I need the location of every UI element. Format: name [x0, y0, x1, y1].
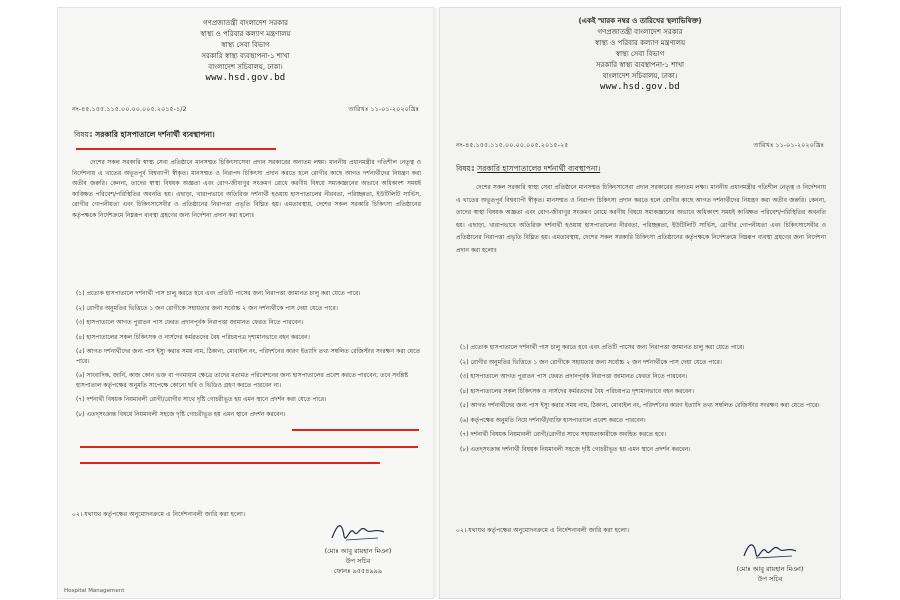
list-item: (৮) এতদ্‌সংক্রান্ত দর্শনার্থী বিষয়ক নিয়মাবলী সহজে দৃষ্টি গোচরীভূত হয় এমন স্থানে প্রদর্শন করবেন।	[460, 445, 691, 453]
list-item: (৩) হাসপাতালে আগত পুরাতন পাস ফেরত প্রদানপূর্বক নিরাপত্তা জামানত ফেরত নিতে পারবেন।	[460, 373, 688, 380]
list-item: (৮) এতদ্‌সংক্রান্ত বিষয়ে নিয়মাবলী সহজে দৃষ্টি গোচরীভূত হয় এমন স্থানে প্রদর্শন করবেন।	[76, 410, 286, 418]
list-item: (২) রোগীর অনুমতির ভিত্তিতে ১ জন রোগীকে সহায়তার জন্য সর্বোচ্চ ২ জন দর্শনার্থীকে পাস দেয়া যেতে পারে।	[460, 358, 722, 366]
header-line-1: গণপ্রজাতন্ত্রী বাংলাদেশ সরকার	[203, 19, 288, 27]
footer-note: Hospital Management	[64, 588, 125, 594]
directive-list	[72, 284, 421, 496]
list-item: (৬) কর্তৃপক্ষের অনুমতি নিয়ে দর্শনার্থী/ব্যক্তি হাসপাতালে প্রবেশ করতে পারবেন।	[460, 416, 646, 424]
header-line-5: বাংলাদেশ সচিবালয়, ঢাকা।	[602, 72, 678, 80]
list-item: (৭) দর্শনার্থী বিষয়ক নিয়মাবলী রোগী/রোগীর সাথে দৃষ্টি গোচরীভূত হয় এমন স্থানে প্রদর্শন করা যেতে পারে।	[76, 396, 327, 403]
subject-line	[456, 164, 600, 176]
list-item: (৪) হাসপাতালের সকল চিকিৎসক ও নার্সদের কর্মরতদের বৈধ পরিচয়পত্র দৃশ্যমানভাবে বহন করবেন।	[460, 387, 694, 395]
letterhead	[58, 18, 433, 84]
highlight-underline-3	[80, 462, 380, 464]
memo-number: নং-৪৫.১৫৫.১১৫.০০.০০.০০৫.২০১৫-২৫	[456, 141, 569, 149]
website-url: www.hsd.gov.bd	[599, 82, 681, 92]
header-line-4: সরকারি স্বাস্থ্য ব্যবস্থাপনা-১ শাখা	[595, 61, 685, 69]
revised-circular-page	[440, 8, 840, 598]
signature-block	[710, 538, 830, 584]
signature-icon	[710, 538, 830, 564]
header-line-4: সরকারি স্বাস্থ্য ব্যবস্থাপনা-১ শাখা	[201, 52, 290, 60]
signer-title: উপ সচিব	[757, 575, 783, 583]
subject-line	[74, 130, 215, 142]
subject-text: সরকারি হাসপাতালে দর্শনার্থী ব্যবস্থাপনা।	[95, 130, 215, 139]
body-paragraph: দেশের সকল সরকারি স্বাস্থ্য সেবা প্রতিষ্ঠানে মানসম্মত চিকিৎসাসেবা প্রদান সরকারের অন্যতম লক্ষ্য। মাননীয় প্রধানমন্ত্রীর গতিশীল নেতৃত্ব ও নির্দেশনায় এ খাতের অভূতপূর্ব বিশ্বব্যাপী স্বীকৃত। মানসম্মত ও নিরাপদ চিকিৎসা প্রদান করতে হলে রোগীর কাছে আগত দর্শনার্থীদের নিয়ন্ত্রণ করা অতীব জরুরি। কেননা, তাদের স্বাস্থ্য বিষয়ক অজ্ঞতা এবং রোগ-জীবাণুর সংক্রমণ রোধে করণীয় বিষয়ে সম্যকজ্ঞানের অভাবে অধিকাংশ সময়ই কাঙ্ক্ষিত পরিবেশ/পরিস্থিতির অবনতি হয়। এছাড়া, খারাপভাবে অতিরিক্ত দর্শনার্থী হওয়ায় হাসপাতালের নীরবতা, পরিচ্ছন্নতা, ইউটিলিটি সার্ভিস, রোগীর গোপনীয়তা এবং চিকিৎসাসেবীর ও প্রতিষ্ঠানের নিরাপত্তা প্রভৃতি বিঘ্নিত হয়। এমতাবস্থায়, দেশের সকল সরকারি চিকিৎসা প্রতিষ্ঠানের কর্তৃপক্ষকে নির্দেশক্রমে নিম্নরূপ ব্যবস্থা গ্রহণের জন্য নির্দেশনা প্রদান করা হলোঃ	[72, 159, 421, 219]
subject-label: বিষয়ঃ	[74, 130, 93, 139]
highlight-underline-1	[292, 429, 419, 431]
list-item: (৭) দর্শনার্থী বিষয়ক নিয়মাবলী রোগী/রোগীর সাথে সহায়তাকারীকে অবহিত করতে হবে।	[460, 431, 667, 438]
subject-label: বিষয়ঃ	[456, 164, 475, 173]
subject-text: সরকারি হাসপাতালের দর্শনার্থী ব্যবস্থাপনা।	[477, 164, 601, 173]
list-item: (১) প্রত্যেক হাসপাতালে দর্শনার্থী পাস চালু করতে হবে এবং প্রতিটি পাসের জন্য নিরাপত্তা জামানত চালু করা যেতে পারে।	[460, 344, 745, 351]
memo-date: তারিখঃ ১১-০১-২০২০খ্রিঃ	[348, 105, 419, 113]
header-line-1: গণপ্রজাতন্ত্রী বাংলাদেশ সরকার	[597, 28, 683, 36]
memo-row	[456, 140, 824, 151]
list-item: (৫) আগত দর্শনার্থীদের জন্য পাস ইস্যু করার সময় নাম, ঠিকানা, মোবাইল নং, পরিদর্শনের কারণ ইত্যাদি তথ্য সম্বলিত রেজিস্টার সংরক্ষণ করা যেতে পারে।	[460, 402, 820, 409]
signer-title: উপ সচিব	[345, 557, 371, 565]
memo-date: তারিখঃ ১১-০১-২০২০খ্রিঃ	[753, 141, 824, 149]
header-line-3: স্বাস্থ্য সেবা বিভাগ	[615, 50, 665, 58]
header-line-5: বাংলাদেশ সচিবালয়, ঢাকা।	[208, 63, 283, 71]
body-paragraph: দেশের সকল সরকারি স্বাস্থ্য সেবা প্রতিষ্ঠানে মানসম্মত চিকিৎসাসেবা প্রদান সরকারের অন্যতম লক্ষ্য। মাননীয় প্রধানমন্ত্রীর গতিশীল নেতৃত্ব ও নির্দেশনায় এ খাতের অভূতপূর্ব বিশ্বব্যাপী স্বীকৃত। মানসম্মত ও নিরাপদ চিকিৎসা প্রদান করতে হলে রোগীর কাছে আগত দর্শনার্থীদের নিয়ন্ত্রণ করা অতীব জরুরি। কেননা, তাদের স্বাস্থ্য বিষয়ক অজ্ঞতা এবং রোগ-জীবাণুর সংক্রমণ রোধে করণীয় বিষয়ে সম্যকজ্ঞানের অভাবে অধিকাংশ সময়ই কাঙ্ক্ষিত পরিবেশ/পরিস্থিতির অবনতি হয়। এছাড়া, খারাপভাবে অতিরিক্ত দর্শনার্থী হওয়ায় হাসপাতালের নীরবতা, পরিচ্ছন্নতা, ইউটিলিটি সার্ভিস, রোগীর গোপনীয়তা এবং চিকিৎসাসেবীর ও প্রতিষ্ঠানের নিরাপত্তা প্রভৃতি বিঘ্নিত হয়। এমতাবস্থায়, দেশের সকল সরকারি চিকিৎসা প্রতিষ্ঠানের কর্তৃপক্ষকে নির্দেশক্রমে নিম্নরূপ ব্যবস্থা গ্রহণের জন্য নির্দেশনা প্রদান করা হলোঃ	[456, 184, 826, 254]
subject-underline	[76, 148, 276, 150]
website-url: www.hsd.gov.bd	[205, 73, 286, 83]
closing-line: ০২। যথাযথ কর্তৃপক্ষের অনুমোদনক্রমে এ নির্দেশনাবলী জারি করা হলো।	[456, 527, 630, 534]
list-item: (৩) হাসপাতালে আগত পুরাতন পাস ফেরত প্রদানপূর্বক নিরাপত্তা জামানত ফেরত নিতে পারবেন।	[76, 319, 304, 326]
header-line-3: স্বাস্থ্য সেবা বিভাগ	[221, 41, 270, 49]
list-item: (৬) সাংবাদিক, জার্নি, কাজ কোন ভক্ত বা গণমাধ্যম ক্ষেত্রে তাদের মতামত পরিবেশনের জন্য হাসপাতালের প্রবেশ করতে পারবেন; তবে সংশ্লিষ্ট হাসপাতাল কর্তৃপক্ষের অনুমতি সাপেক্ষে কোনো ছবি ও ভিডিও গ্রহণ করতে পারবেন না।	[76, 372, 409, 389]
replacement-note: (একই স্মারক নম্বর ও তারিখের স্থলাভিষিক্ত)	[578, 17, 702, 25]
memo-number: নং-৪৫.১৫৫.১১৫.০০.০০.০০৫.২০১৫-১/2	[72, 105, 187, 113]
list-item: (৪) হাসপাতালের সকল চিকিৎসক ও নার্সদের কর্মরতদের বৈধ পরিচয়পত্র দৃশ্যমানভাবে বহন করবেন।	[76, 333, 310, 341]
signer-name: (মোঃ আবু রায়হান মিঞা)	[324, 547, 392, 555]
highlight-underline-2	[80, 446, 418, 448]
signature-block	[298, 518, 418, 576]
header-line-2: স্বাস্থ্য ও পরিবার কল্যাণ মন্ত্রণালয়	[200, 30, 291, 38]
original-circular-page	[58, 8, 433, 598]
signer-phone: ফোনঃ ৯৫৫৪৯৯৯	[333, 567, 383, 575]
letterhead	[440, 16, 840, 93]
signer-name: (মোঃ আবু রায়হান মিঞা)	[736, 565, 804, 573]
list-item: (৫) আগত দর্শনার্থীদের জন্য পাস ইস্যু করার সময় নাম, ঠিকানা, মোবাইল নং, পরিদর্শনের কারণ ইত্যাদি তথ্য সম্বলিত রেজিস্টার সংরক্ষণ করা যেতে পারে।	[76, 348, 421, 365]
page-gutter	[433, 8, 440, 598]
list-item: (১) প্রত্যেক হাসপাতালে দর্শনার্থী পাস চালু করতে হবে এবং প্রতিটি পাসের জন্য নিরাপত্তা জামানত চালু করা যেতে পারে।	[76, 290, 361, 297]
directive-list	[456, 338, 826, 514]
header-line-2: স্বাস্থ্য ও পরিবার কল্যাণ মন্ত্রণালয়	[594, 39, 686, 47]
signature-icon	[298, 518, 418, 546]
list-item: (২) রোগীর অনুমতির ভিত্তিতে ১ জন রোগীকে সহায়তার জন্য সর্বোচ্চ ২ জন দর্শনার্থীকে পাস দেয়া যেতে পারে।	[76, 304, 338, 312]
memo-row	[72, 104, 419, 115]
closing-line: ০২। যথাযথ কর্তৃপক্ষের অনুমোদনক্রমে এ নির্দেশনাবলী জারি করা হলো।	[72, 511, 246, 518]
